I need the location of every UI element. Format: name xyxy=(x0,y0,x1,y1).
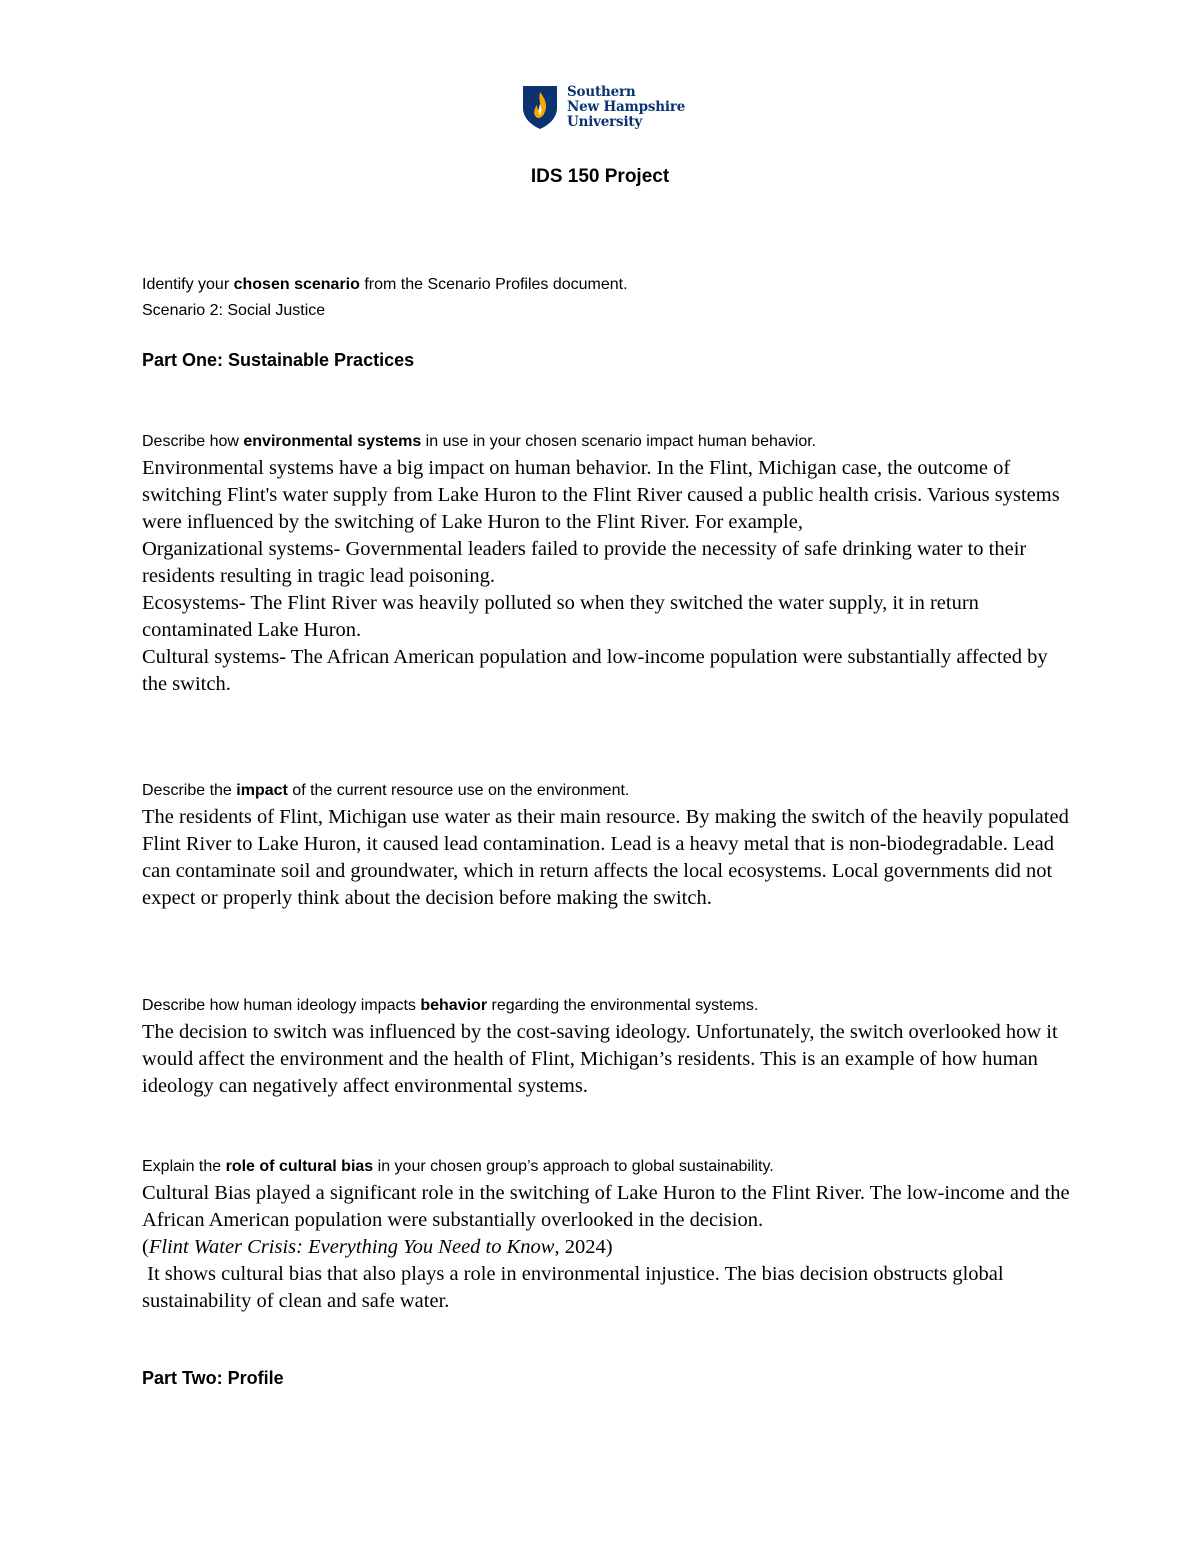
part-one-section xyxy=(142,350,1072,371)
logo-line-3: University xyxy=(567,114,643,130)
answer-paragraph: The decision to switch was influenced by the cost-saving ideology. Unfortunately, the switch overlooked how it would affect the environment and the health of Flint, Michigan’s residents. This is an example of how human ideology can negatively affect environmental systems. xyxy=(142,1021,1058,1097)
part-two-heading: Part Two: Profile xyxy=(142,1368,284,1388)
prompt-bold-text: impact xyxy=(236,782,288,799)
question-4-prompt xyxy=(142,1154,1072,1180)
question-3-section xyxy=(142,993,1072,1100)
answer-paragraph: The residents of Flint, Michigan use water as their main resource. By making the switch of the heavily populated Flint River to Lake Huron, it caused lead contamination. Lead is a heavy metal that is non-biodegradable. Lead can contaminate soil and groundwater, which in return affects the local ecosystems. Local governments did not expect or properly think about the decision before making the switch. xyxy=(142,806,1069,909)
logo-line-1: Southern xyxy=(567,84,636,100)
university-logo xyxy=(521,84,685,130)
prompt-text: in your chosen group’s approach to global sustainability. xyxy=(373,1158,774,1175)
question-1-answer xyxy=(142,455,1072,698)
prompt-text: Describe how xyxy=(142,433,244,450)
answer-paragraph: Organizational systems- Governmental leaders failed to provide the necessity of safe drinking water to their residents resulting in tragic lead poisoning. xyxy=(142,538,1027,587)
prompt-text: in use in your chosen scenario impact human behavior. xyxy=(421,433,817,450)
scenario-section xyxy=(142,272,1072,324)
prompt-text: from the Scenario Profiles document. xyxy=(359,276,628,293)
page-title: IDS 150 Project xyxy=(530,166,670,187)
logo-line-2: New Hampshire xyxy=(567,99,686,115)
citation-text: , 2024) xyxy=(554,1236,613,1258)
prompt-bold-text: role of cultural bias xyxy=(225,1158,374,1175)
shield-flame-icon xyxy=(521,84,559,130)
question-3-answer xyxy=(142,1019,1072,1100)
question-4-section xyxy=(142,1154,1072,1315)
question-2-section xyxy=(142,778,1072,912)
prompt-text: Describe the xyxy=(142,782,237,799)
prompt-text: of the current resource use on the environment. xyxy=(287,782,630,799)
prompt-text: Identify your xyxy=(142,276,234,293)
prompt-bold-text: environmental systems xyxy=(243,433,422,450)
answer-paragraph: Environmental systems have a big impact on human behavior. In the Flint, Michigan case, the outcome of switching Flint's water supply from Lake Huron to the Flint River caused a public health crisis. Various systems were influenced by the switching of Lake Huron to the Flint River. For example, xyxy=(142,457,1060,533)
prompt-text: regarding the environmental systems. xyxy=(487,997,759,1014)
prompt-text: Explain the xyxy=(142,1158,226,1175)
question-1-section xyxy=(142,429,1072,698)
prompt-bold-text: chosen scenario xyxy=(233,276,360,293)
question-3-prompt xyxy=(142,993,1072,1019)
answer-paragraph: Cultural Bias played a significant role in the switching of Lake Huron to the Flint River. The low-income and the African American population were substantially overlooked in the decision. xyxy=(142,1182,1070,1231)
part-one-heading: Part One: Sustainable Practices xyxy=(142,350,415,370)
logo-wordmark xyxy=(567,85,685,130)
answer-paragraph: Cultural systems- The African American population and low-income population were substantially affected by the switch. xyxy=(142,646,1048,695)
citation-title: Flint Water Crisis: Everything You Need to Know xyxy=(148,1236,555,1258)
question-2-prompt xyxy=(142,778,1072,804)
answer-paragraph: It shows cultural bias that also plays a role in environmental injustice. The bias decision obstructs global sustainability of clean and safe water. xyxy=(142,1263,1009,1312)
question-2-answer xyxy=(142,804,1072,912)
answer-paragraph: Ecosystems- The Flint River was heavily polluted so when they switched the water supply, it in return contaminated Lake Huron. xyxy=(142,592,979,641)
part-two-section xyxy=(142,1368,1072,1389)
question-1-prompt xyxy=(142,429,1072,455)
citation xyxy=(142,1234,1072,1261)
prompt-text: Describe how human ideology impacts xyxy=(142,997,421,1014)
question-4-answer xyxy=(142,1180,1072,1315)
scenario-answer: Scenario 2: Social Justice xyxy=(142,302,326,319)
scenario-prompt xyxy=(142,272,1072,298)
prompt-bold-text: behavior xyxy=(420,997,488,1014)
citation-text: ( xyxy=(142,1236,149,1258)
